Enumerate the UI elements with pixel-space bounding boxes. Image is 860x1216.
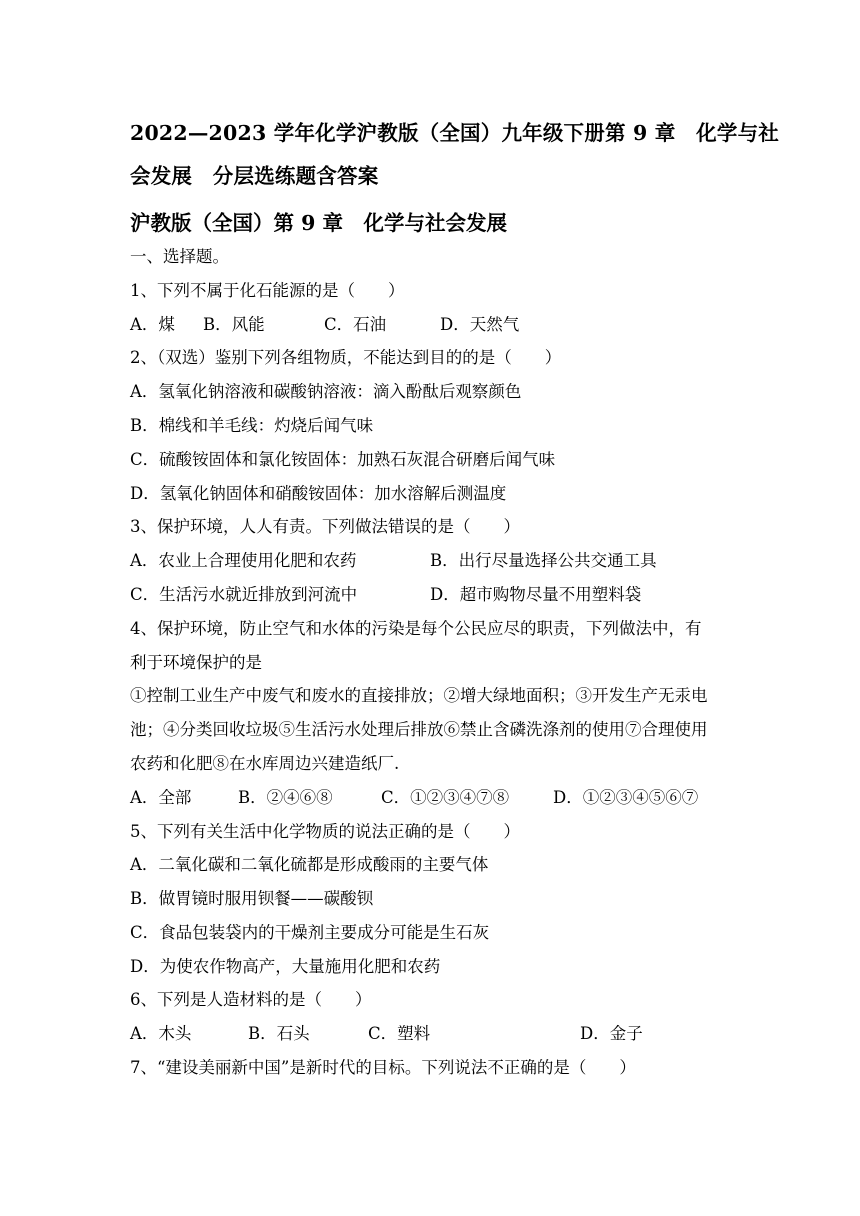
question-1-option-a: A．煤 (130, 315, 175, 334)
question-3-option-d: D．超市购物尽量不用塑料袋 (430, 585, 642, 604)
question-2-option-b: B．棉线和羊毛线：灼烧后闻气味 (130, 416, 374, 435)
question-2-option-a: A．氢氧化钠溶液和碳酸钠溶液：滴入酚酞后观察颜色 (130, 382, 522, 401)
question-7-stem: 7、“建设美丽新中国”是新时代的目标。下列说法不正确的是（ ） (130, 1058, 636, 1077)
question-4-list-line-2: 池；④分类回收垃圾⑤生活污水处理后排放⑥禁止含磷洗涤剂的使用⑦合理使用 (130, 720, 708, 739)
question-5-option-d: D．为使农作物高产，大量施用化肥和农药 (130, 957, 441, 976)
question-5-option-c: C．食品包装袋内的干燥剂主要成分可能是生石灰 (130, 923, 490, 942)
document-title-line-2: 会发展 分层选练题含答案 (130, 164, 379, 188)
question-6-stem: 6、下列是人造材料的是（ ） (130, 990, 372, 1009)
question-1-option-b: B．风能 (203, 315, 265, 334)
question-4-option-d: D．①②③④⑤⑥⑦ (553, 788, 699, 807)
question-4-stem-line-2: 利于环境保护的是 (130, 653, 262, 672)
question-4-option-a: A．全部 (130, 788, 192, 807)
question-3-option-c: C．生活污水就近排放到河流中 (130, 585, 358, 604)
question-5-stem: 5、下列有关生活中化学物质的说法正确的是（ ） (130, 822, 520, 841)
section-heading: 一、选择题。 (130, 247, 229, 266)
question-1-option-d: D．天然气 (440, 315, 520, 334)
question-4-list-line-3: 农药和化肥⑧在水库周边兴建造纸厂. (130, 754, 400, 773)
question-4-option-c: C．①②③④⑦⑧ (381, 788, 510, 807)
question-3-option-a: A．农业上合理使用化肥和农药 (130, 551, 357, 570)
question-6-option-b: B．石头 (248, 1024, 310, 1043)
question-4-list-line-1: ①控制工业生产中废气和废水的直接排放；②增大绿地面积；③开发生产无汞电 (130, 686, 708, 705)
question-1-stem: 1、下列不属于化石能源的是（ ） (130, 281, 405, 300)
question-6-option-c: C．塑料 (368, 1024, 431, 1043)
question-1-option-c: C．石油 (324, 315, 387, 334)
document-title-line-1: 2022—2023 学年化学沪教版（全国）九年级下册第 9 章 化学与社 (130, 121, 779, 145)
question-4-option-b: B．②④⑥⑧ (238, 788, 333, 807)
question-6-option-a: A．木头 (130, 1024, 192, 1043)
question-5-option-b: B．做胃镜时服用钡餐——碳酸钡 (130, 889, 374, 908)
question-2-option-c: C．硫酸铵固体和氯化铵固体：加熟石灰混合研磨后闻气味 (130, 450, 556, 469)
question-6-option-d: D．金子 (580, 1024, 643, 1043)
question-3-option-b: B．出行尽量选择公共交通工具 (430, 551, 657, 570)
question-5-option-a: A．二氧化碳和二氧化硫都是形成酸雨的主要气体 (130, 855, 489, 874)
question-2-option-d: D．氢氧化钠固体和硝酸铵固体：加水溶解后测温度 (130, 484, 507, 503)
chapter-subtitle: 沪教版（全国）第 9 章 化学与社会发展 (130, 211, 508, 235)
question-4-stem-line-1: 4、保护环境，防止空气和水体的污染是每个公民应尽的职责，下列做法中，有 (130, 619, 702, 638)
question-3-stem: 3、保护环境，人人有责。下列做法错误的是（ ） (130, 517, 520, 536)
question-2-stem: 2、（双选）鉴别下列各组物质，不能达到目的的是（ ） (130, 348, 562, 367)
